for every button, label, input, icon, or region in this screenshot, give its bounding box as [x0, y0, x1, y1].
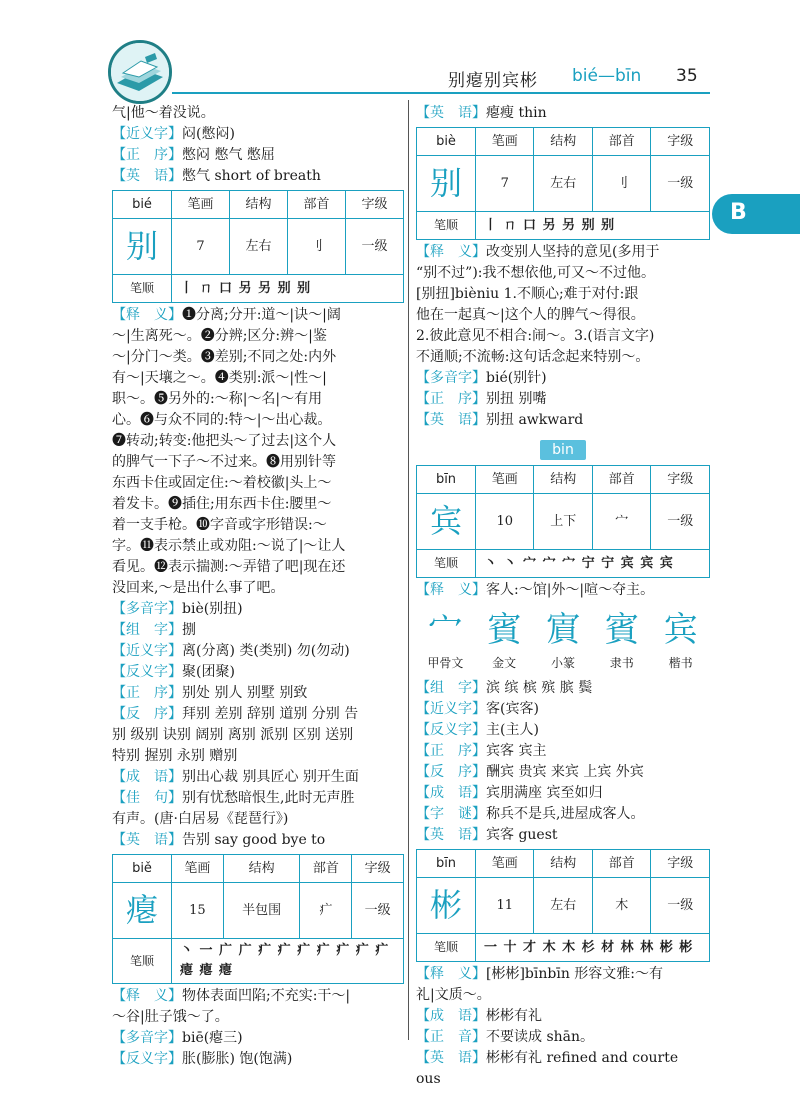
entry-tag: 【正 序】 [416, 743, 486, 759]
entry-line [112, 662, 404, 683]
entry-tag: 【反 序】 [112, 706, 182, 722]
entry-line [416, 699, 710, 720]
entry-line [112, 1049, 404, 1070]
entry-text: 主(主人) [486, 722, 539, 738]
char-glyph: 彬 [417, 878, 476, 934]
entry-line [416, 720, 710, 741]
header-strokes: 笔画 [172, 191, 230, 219]
entry-line [416, 783, 710, 804]
entry-tag: 【组 字】 [416, 680, 486, 696]
stroke-order: 一 十 才 木 木 杉 材 林 林 彬 彬 [476, 934, 710, 962]
entry-text: 捌 [182, 622, 196, 638]
char-level: 一级 [651, 494, 710, 550]
entry-text: 闷(憋闷) [182, 126, 235, 142]
header-divider [172, 92, 710, 94]
header-strokes: 笔画 [476, 850, 534, 878]
script-label: 金文 [492, 656, 517, 670]
definition-line: ～|分门～类。❸差别;不同之处:内外 [112, 349, 337, 365]
entry-text: 酬宾 贵宾 来宾 上宾 外宾 [486, 764, 644, 780]
entry-text: 别扭 awkward [486, 412, 584, 428]
entry-line [112, 788, 404, 809]
char-strokes-count: 10 [476, 494, 534, 550]
char-structure: 左右 [534, 878, 592, 934]
char-structure: 左右 [229, 219, 287, 275]
script-label: 小篆 [550, 656, 575, 670]
entry-line [112, 124, 404, 145]
char-strokes-count: 7 [172, 219, 230, 275]
entry-text: 不要读成 shān。 [486, 1029, 595, 1045]
definition-line: 特别 握别 永别 赠别 [112, 748, 238, 764]
char-pinyin: bīn [417, 466, 476, 494]
entry-text: 聚(团聚) [182, 664, 235, 680]
stroke-order-label: 笔顺 [417, 934, 476, 962]
char-level: 一级 [352, 883, 404, 939]
entry-tag: 【多音字】 [416, 370, 486, 386]
entry-text: [彬彬]bīnbīn 形容文雅:～有 [486, 966, 664, 982]
entry-text: 改变别人坚持的意见(多用于 [486, 244, 660, 260]
definition-line: 职～。❺另外的:～称|～名|～有用 [112, 391, 323, 407]
definition-line: 着发卡。❾插住;用东西卡住:腰里～ [112, 496, 332, 512]
char-radical: 刂 [592, 156, 650, 212]
definition-line: 有～|天壤之～。❹类别:派～|性～| [112, 370, 327, 386]
char-structure: 上下 [534, 494, 592, 550]
char-strokes-count: 15 [172, 883, 224, 939]
lead-line: 气|他～着没说。 [112, 105, 215, 121]
definition-line: ～谷|肚子饿～了。 [112, 1009, 229, 1025]
entry-tag: 【近义字】 [112, 126, 182, 142]
char-radical: 木 [592, 878, 650, 934]
entry-tag: 【佳 句】 [112, 790, 182, 806]
entry-line [416, 762, 710, 783]
script-label: 楷书 [668, 656, 693, 670]
char-level: 一级 [345, 219, 403, 275]
definition-line: 着一支手枪。❿字音或字形错误:～ [112, 517, 327, 533]
definition-line: 别 级别 诀别 阔别 离别 派别 区别 送别 [112, 727, 354, 743]
entry-text: 滨 缤 槟 殡 膑 鬓 [486, 680, 593, 696]
char-strokes-count: 7 [476, 156, 534, 212]
entry-line [112, 145, 404, 166]
entry-tag: 【多音字】 [112, 601, 182, 617]
char-structure: 半包围 [223, 883, 300, 939]
entry-tag: 【近义字】 [416, 701, 486, 717]
entry-tag: 【释 义】 [416, 582, 486, 598]
entry-tag: 【正 序】 [112, 147, 182, 163]
entry-text: 告别 say good bye to [182, 832, 326, 848]
header-level: 字级 [651, 850, 710, 878]
char-table-bie3 [112, 854, 404, 984]
char-glyph: 瘪 [113, 883, 172, 939]
script-glyph-regular: 宾 [663, 610, 698, 650]
entry-text: 称兵不是兵,进屋成客人。 [486, 806, 645, 822]
book-logo-icon [108, 40, 172, 104]
entry-text: biē(瘪三) [182, 1030, 243, 1046]
entry-text: 彬彬有礼 [486, 1008, 542, 1024]
entry-line [416, 410, 710, 431]
entry-tag: 【英 语】 [112, 168, 182, 184]
char-glyph: 别 [417, 156, 476, 212]
header-structure: 结构 [229, 191, 287, 219]
script-forms [416, 607, 710, 653]
entry-text: biè(别扭) [182, 601, 243, 617]
definition-line: “别不过”):我不想依他,可又～不过他。 [416, 265, 655, 281]
entry-tag: 【英 语】 [416, 827, 486, 843]
entry-text: 别处 别人 别墅 别致 [182, 685, 308, 701]
entry-tag: 【反义字】 [112, 664, 182, 680]
char-pinyin: bié [113, 191, 172, 219]
header-level: 字级 [651, 128, 710, 156]
left-column [112, 103, 404, 1070]
stroke-order [172, 939, 404, 984]
entry-line [416, 580, 710, 601]
stroke-order-line: 瘪 瘪 瘪 [180, 963, 234, 978]
section-tab-letter: B [730, 200, 747, 225]
entry-text: 客(宾客) [486, 701, 539, 717]
header-level: 字级 [651, 466, 710, 494]
definition-line: ～|生离死～。❷分辨;区分:辨～|鉴 [112, 328, 327, 344]
char-radical: 疒 [300, 883, 352, 939]
char-structure: 左右 [534, 156, 592, 212]
page-number: 35 [676, 66, 698, 86]
entry-text: 别扭 别嘴 [486, 391, 547, 407]
entry-text: 憋闷 憋气 憋屈 [182, 147, 275, 163]
entry-line [112, 1028, 404, 1049]
char-level: 一级 [651, 156, 710, 212]
entry-tag: 【反 序】 [416, 764, 486, 780]
definition-line: 有声。(唐·白居易《琵琶行》) [112, 811, 289, 827]
section-badge: bin [540, 440, 586, 460]
entry-line [416, 825, 710, 846]
script-glyph-clerical: 賓 [604, 610, 639, 650]
entry-text: 宾客 guest [486, 827, 558, 843]
char-strokes-count: 11 [476, 878, 534, 934]
entry-text: 彬彬有礼 refined and courte [486, 1050, 679, 1066]
char-glyph: 宾 [417, 494, 476, 550]
script-labels [416, 653, 710, 674]
header-radical: 部首 [592, 466, 650, 494]
entry-text: 瘪瘦 thin [486, 105, 547, 121]
entry-text: 别出心裁 别具匠心 别开生面 [182, 769, 359, 785]
entry-text: 客人:～馆|外～|喧～夺主。 [486, 582, 655, 598]
entry-line [112, 305, 404, 326]
entry-line [416, 103, 710, 124]
definition-line: 礼|文质～。 [416, 987, 491, 1003]
char-level: 一级 [651, 878, 710, 934]
entry-text: 物体表面凹陷;不充实:干～| [182, 988, 351, 1004]
script-label: 甲骨文 [427, 656, 464, 670]
definition-line: 他在一起真～|这个人的脾气～得很。 [416, 307, 645, 323]
char-table-bie4 [416, 127, 710, 240]
definition-line: ❼转动;转变:他把头～了过去|这个人 [112, 433, 337, 449]
stroke-order: 丨 ㄇ 口 另 另 别 别 [476, 212, 710, 240]
definition-line: 不通顺;不流畅:这句话念起来特别～。 [416, 349, 650, 365]
section-badge-wrap [416, 440, 710, 460]
header-strokes: 笔画 [476, 466, 534, 494]
script-glyph-seal: 賔 [545, 610, 580, 650]
entry-tag: 【英 语】 [416, 412, 486, 428]
definition-line: 看见。⓬表示揣测:～弄错了吧|现在还 [112, 559, 346, 575]
header-radical: 部首 [592, 850, 650, 878]
definition-line: ous [416, 1071, 441, 1087]
script-glyph-oracle: 宀 [428, 610, 463, 650]
script-glyph-bronze: 賓 [487, 610, 522, 650]
header-title: 别瘪别宾彬 [448, 71, 538, 91]
entry-line [416, 368, 710, 389]
entry-tag: 【成 语】 [416, 785, 486, 801]
section-tab-b[interactable] [712, 194, 800, 234]
char-table-bin2 [416, 849, 710, 962]
entry-tag: 【英 语】 [416, 1050, 486, 1066]
entry-line [112, 986, 404, 1007]
entry-line [416, 242, 710, 263]
entry-line [112, 599, 404, 620]
entry-tag: 【释 义】 [416, 966, 486, 982]
entry-tag: 【近义字】 [112, 643, 182, 659]
char-radical: 宀 [592, 494, 650, 550]
entry-tag: 【反义字】 [416, 722, 486, 738]
entry-tag: 【成 语】 [112, 769, 182, 785]
script-label: 隶书 [609, 656, 634, 670]
entry-tag: 【组 字】 [112, 622, 182, 638]
stroke-order: 丨 ㄇ 口 另 另 别 别 [172, 275, 404, 303]
char-table-bie [112, 190, 404, 303]
entry-tag: 【正 序】 [416, 391, 486, 407]
entry-text: bié(别针) [486, 370, 547, 386]
entry-line [112, 704, 404, 725]
definition-line: 没回来,～是出什么事了吧。 [112, 580, 285, 596]
entry-text: 宾客 宾主 [486, 743, 547, 759]
entry-tag: 【反义字】 [112, 1051, 182, 1067]
entry-tag: 【释 义】 [416, 244, 486, 260]
header-radical: 部首 [300, 855, 352, 883]
entry-line [112, 830, 404, 851]
char-radical: 刂 [287, 219, 345, 275]
char-pinyin: biě [113, 855, 172, 883]
entry-text: 胀(膨胀) 饱(饱满) [182, 1051, 293, 1067]
char-glyph: 别 [113, 219, 172, 275]
header-level: 字级 [345, 191, 403, 219]
entry-line [112, 683, 404, 704]
entry-line [416, 964, 710, 985]
entry-line [112, 767, 404, 788]
entry-line [416, 804, 710, 825]
definition-line: 心。❻与众不同的:特～|～出心裁。 [112, 412, 332, 428]
entry-line [112, 641, 404, 662]
entry-tag: 【字 谜】 [416, 806, 486, 822]
entry-line [416, 1006, 710, 1027]
entry-text: 憋气 short of breath [182, 168, 321, 184]
header-strokes: 笔画 [172, 855, 224, 883]
entry-tag: 【英 语】 [416, 105, 486, 121]
entry-line [416, 678, 710, 699]
header-structure: 结构 [534, 466, 592, 494]
entry-tag: 【正 序】 [112, 685, 182, 701]
stroke-order-label: 笔顺 [417, 550, 476, 578]
column-divider [408, 100, 409, 1040]
stroke-order-line: 丶 一 广 广 疒 疒 疒 疒 疒 疒 疒 [180, 943, 390, 958]
header-level: 字级 [352, 855, 404, 883]
definition-line: 字。⓫表示禁止或劝阻:～说了|～让人 [112, 538, 346, 554]
definition-line: 的脾气一下子～不过来。❽用别针等 [112, 454, 336, 470]
stroke-order-label: 笔顺 [417, 212, 476, 240]
entry-line [112, 166, 404, 187]
header-strokes: 笔画 [476, 128, 534, 156]
definition-line: [别扭]bièniu 1.不顺心;难于对付:跟 [416, 286, 639, 302]
header-structure: 结构 [534, 128, 592, 156]
char-pinyin: bīn [417, 850, 476, 878]
header-structure: 结构 [223, 855, 300, 883]
right-column [416, 103, 710, 1090]
stroke-order-label: 笔顺 [113, 939, 172, 984]
entry-tag: 【多音字】 [112, 1030, 182, 1046]
header-radical: 部首 [592, 128, 650, 156]
entry-line [416, 1027, 710, 1048]
entry-text: ❶分离;分开:道～|诀～|阔 [182, 307, 341, 323]
entry-tag: 【释 义】 [112, 307, 182, 323]
stroke-order: 丶 丶 宀 宀 宀 宁 宁 宾 宾 宾 [476, 550, 710, 578]
entry-line [112, 620, 404, 641]
header-radical: 部首 [287, 191, 345, 219]
entry-tag: 【英 语】 [112, 832, 182, 848]
entry-line [416, 389, 710, 410]
entry-text: 别有忧愁暗恨生,此时无声胜 [182, 790, 355, 806]
entry-line [416, 1048, 710, 1069]
entry-text: 离(分离) 类(类别) 勿(勿动) [182, 643, 350, 659]
entry-text: 拜别 差别 辞别 道别 分别 告 [182, 706, 359, 722]
entry-text: 宾朋满座 宾至如归 [486, 785, 603, 801]
stroke-order-label: 笔顺 [113, 275, 172, 303]
header-structure: 结构 [534, 850, 592, 878]
definition-line: 2.彼此意见不相合:闹～。3.(语言文字) [416, 328, 655, 344]
entry-tag: 【成 语】 [416, 1008, 486, 1024]
char-table-bin [416, 465, 710, 578]
header-pinyin: bié—bīn [572, 66, 642, 86]
definition-line: 东西卡住或固定住:～着校徽|头上～ [112, 475, 332, 491]
entry-tag: 【正 音】 [416, 1029, 486, 1045]
entry-line [416, 741, 710, 762]
entry-tag: 【释 义】 [112, 988, 182, 1004]
char-pinyin: biè [417, 128, 476, 156]
